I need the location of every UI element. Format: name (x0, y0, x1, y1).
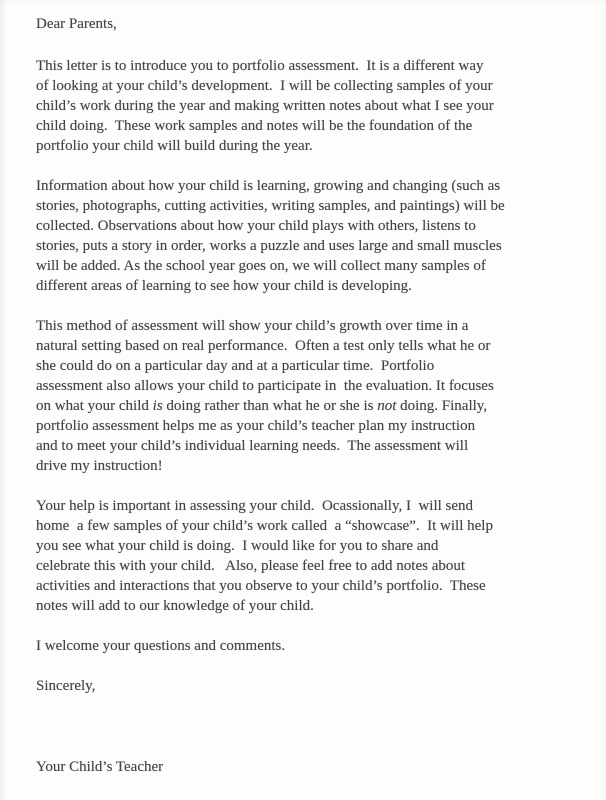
letter-line: collected. Observations about how your child plays with others, listens to (36, 218, 476, 234)
letter-line: will be added. As the school year goes on, we will collect many samples of (36, 258, 486, 274)
letter-line: she could do on a particular day and at a particular time. Portfolio (36, 358, 435, 374)
letter-line: on what your child is doing rather than what he or she is not doing. Finally, (36, 398, 488, 414)
letter-body (36, 56, 578, 616)
salutation: Dear Parents, (36, 16, 117, 32)
letter-line: different areas of learning to see how your child is developing. (36, 278, 412, 294)
letter-line: you see what your child is doing. I would like for you to share and (36, 538, 439, 554)
letter-line: portfolio your child will build during the year. (36, 138, 313, 154)
letter-line: This letter is to introduce you to portfolio assessment. It is a different way (36, 58, 484, 74)
signoff: Sincerely, (36, 678, 96, 694)
letter-paragraph (36, 496, 578, 616)
letter-line: natural setting based on real performance. Often a test only tells what he or (36, 338, 491, 354)
letter-line: of looking at your child’s development. I will be collecting samples of your (36, 78, 493, 94)
closing-line: I welcome your questions and comments. (36, 638, 286, 654)
letter-line: stories, puts a story in order, works a puzzle and uses large and small muscles (36, 238, 502, 254)
letter-line: celebrate this with your child. Also, please feel free to add notes about (36, 558, 466, 574)
letter-paragraph (36, 316, 578, 476)
letter-line: home a few samples of your child’s work called a “showcase”. It will help (36, 518, 493, 534)
letter-line: child doing. These work samples and notes will be the foundation of the (36, 118, 473, 134)
letter-paragraph (36, 176, 578, 296)
letter-line: stories, photographs, cutting activities, writing samples, and paintings) will be (36, 198, 505, 214)
letter-line: assessment also allows your child to participate in the evaluation. It focuses (36, 378, 494, 394)
letter-paragraph (36, 56, 578, 156)
signature: Your Child’s Teacher (36, 759, 164, 775)
letter-line: child’s work during the year and making written notes about what I see your (36, 98, 494, 114)
letter-line: notes will add to our knowledge of your child. (36, 598, 314, 614)
letter-line: and to meet your child’s individual learning needs. The assessment will (36, 438, 469, 454)
letter-line: activities and interactions that you observe to your child’s portfolio. These (36, 578, 486, 594)
letter-line: Information about how your child is learning, growing and changing (such as (36, 178, 501, 194)
letter-line: portfolio assessment helps me as your child’s teacher plan my instruction (36, 418, 476, 434)
letter-line: drive my instruction! (36, 458, 163, 474)
letter-line: This method of assessment will show your child’s growth over time in a (36, 318, 469, 334)
letter-line: Your help is important in assessing your child. Ocassionally, I will send (36, 498, 474, 514)
